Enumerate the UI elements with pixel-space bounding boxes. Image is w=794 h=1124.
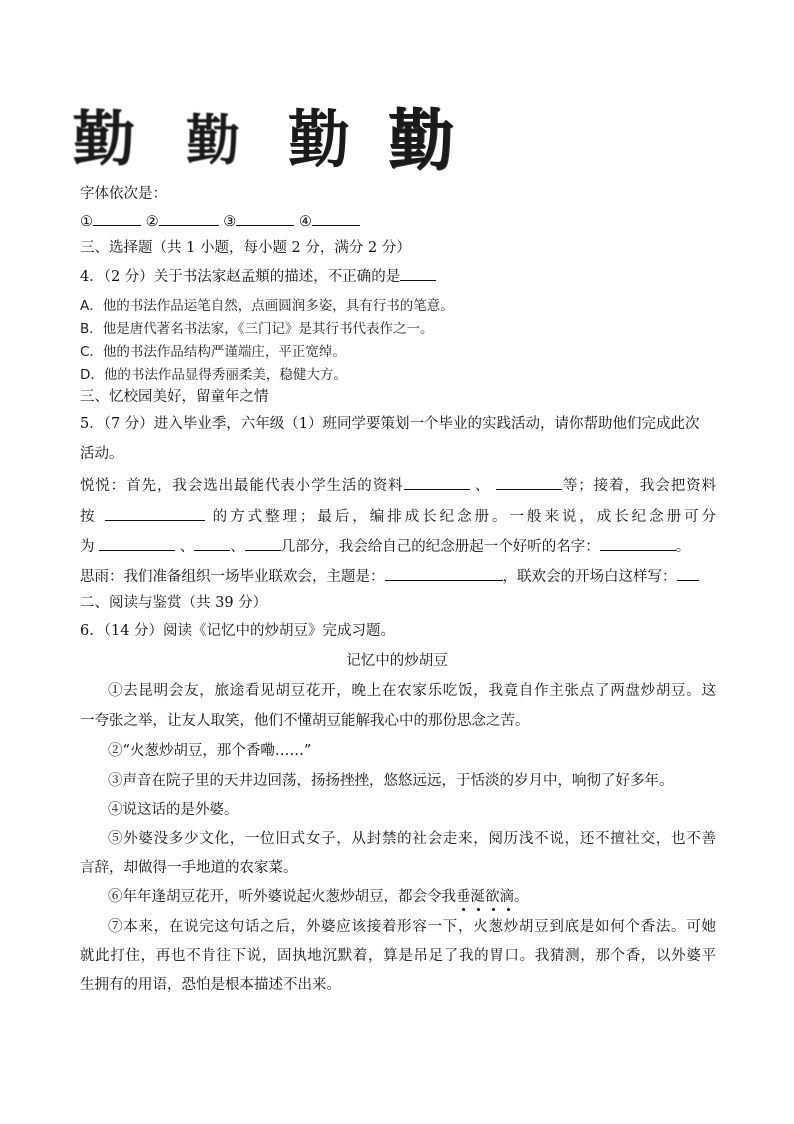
paragraph-5-line-1: ⑤外婆没多少文化，一位旧式女子，从封禁的社会走来，阅历浅不说，还不擅社交，也不善: [108, 831, 716, 847]
calligraphy-char-3: 勤: [288, 103, 351, 176]
blank-label-4: ④: [298, 214, 312, 230]
siyu-line: [80, 566, 699, 587]
text: 、: [230, 539, 245, 555]
answer-blank-2[interactable]: [159, 211, 219, 226]
text: 悦悦：首先，我会选出最能代表小学生活的资料: [80, 478, 404, 494]
answer-blank[interactable]: [677, 566, 699, 581]
yueyue-line-1: [80, 475, 716, 496]
paragraph-2: ②“火葱炒胡豆，那个香嘞……”: [108, 743, 312, 759]
yueyue-line-3: [80, 536, 690, 557]
yueyue-line-2: [80, 506, 716, 527]
option-a[interactable]: A．他的书法作品运笔自然，点画圆润多姿，具有行书的笔意。: [80, 298, 454, 314]
emphasis-dot: [477, 908, 480, 911]
paragraph-7-line-2: 就此打住，再也不肯往下说，固执地沉默着，算是吊足了我的胃口。我猜测，那个香，以外婆平: [80, 948, 716, 964]
option-b[interactable]: B．他是唐代著名书法家，《三门记》是其行书代表作之一。: [80, 321, 434, 337]
option-c[interactable]: C．他的书法作品结构严谨端庄，平正宽绰。: [80, 344, 346, 360]
answer-blank-1[interactable]: [93, 211, 141, 226]
text: 。: [675, 539, 691, 555]
paragraph-1-line-1: ①去昆明会友，旅途看见胡豆花开，晚上在农家乐吃饭，我竟自作主张点了两盘炒胡豆。这: [108, 683, 716, 699]
text: 为: [80, 539, 95, 555]
text: 垂涎欲滴: [456, 889, 514, 905]
text: 的方式整理；最后，编排成长纪念册。一般来说，成长纪念册可分: [212, 509, 717, 525]
paragraph-5-line-2: 言辞，却做得一手地道的农家菜。: [80, 860, 298, 876]
blank-label-3: ③: [223, 214, 237, 230]
text: ，联欢会的开场白这样写：: [502, 569, 677, 585]
emphasized-phrase: [456, 889, 514, 905]
question-5-line-2: 活动。: [80, 446, 124, 462]
answer-blank-3[interactable]: [236, 211, 294, 226]
section-heading: 三、选择题（共 1 小题，每小题 2 分，满分 2 分）: [80, 240, 411, 256]
option-d[interactable]: D．他的书法作品显得秀丽柔美，稳健大方。: [80, 367, 347, 383]
calligraphy-char-4: 勤: [388, 101, 454, 179]
answer-blank-4[interactable]: [312, 211, 360, 226]
paragraph-4: ④说这话的是外婆。: [108, 802, 239, 818]
answer-blank[interactable]: [404, 475, 470, 490]
answer-blank[interactable]: [400, 266, 436, 281]
section-heading: 三、忆校园美好，留童年之情: [80, 389, 269, 405]
answer-blank[interactable]: [105, 506, 205, 521]
question-text: 4．（2 分）关于书法家赵孟頫的描述，不正确的是: [80, 269, 401, 285]
answer-blank[interactable]: [600, 536, 676, 551]
answer-blank[interactable]: [496, 475, 562, 490]
emphasis-dot: [507, 908, 510, 911]
paragraph-7-line-3: 生拥有的用语，恐怕是根本描述不出来。: [80, 977, 341, 993]
paragraph-7-line-1: ⑦本来，在说完这句话之后，外婆应该接着形容一下，火葱炒胡豆到底是如何个香法。可她: [108, 919, 716, 935]
text: 、: [475, 478, 491, 494]
font-order-label: 字体依次是：: [80, 186, 167, 202]
paragraph-6: [108, 887, 529, 907]
text: 。: [514, 889, 529, 905]
question-5-line-1: 5．（7 分）进入毕业季，六年级（1）班同学要策划一个毕业的实践活动，请你帮助他们完成此次: [80, 416, 700, 432]
calligraphy-char-2: 勤: [186, 108, 240, 172]
question-4-stem: [80, 266, 436, 287]
paragraph-3: ③声音在院子里的天井边回荡，扬扬挫挫，悠悠远远，于恬淡的岁月中，响彻了好多年。: [108, 773, 674, 789]
section-heading: 二、阅读与鉴赏（共 39 分）: [80, 595, 268, 611]
blank-label-2: ②: [145, 214, 159, 230]
text: 思雨：我们准备组织一场毕业联欢会，主题是：: [80, 569, 385, 585]
text: 等；接着，我会把资料: [561, 478, 717, 494]
font-order-blanks: [80, 211, 360, 232]
answer-blank[interactable]: [385, 566, 503, 581]
answer-blank[interactable]: [194, 536, 230, 551]
text: 几部分，我会给自己的纪念册起一个好听的名字：: [280, 539, 600, 555]
article-title: 记忆中的炒胡豆: [346, 653, 448, 669]
question-6-stem: 6．（14 分）阅读《记忆中的炒胡豆》完成习题。: [80, 623, 396, 639]
text: ⑥年年逢胡豆花开，听外婆说起火葱炒胡豆，都会令我: [108, 889, 456, 905]
calligraphy-char-1: 勤: [72, 105, 136, 175]
answer-blank[interactable]: [245, 536, 281, 551]
text: 按: [80, 509, 98, 525]
emphasis-dot: [462, 908, 465, 911]
paragraph-1-line-2: 一夸张之举，让友人取笑，他们不懂胡豆能解我心中的那份思念之苦。: [80, 713, 530, 729]
text: 、: [179, 539, 195, 555]
blank-label-1: ①: [80, 214, 93, 230]
answer-blank[interactable]: [99, 536, 175, 551]
emphasis-dot: [492, 908, 495, 911]
